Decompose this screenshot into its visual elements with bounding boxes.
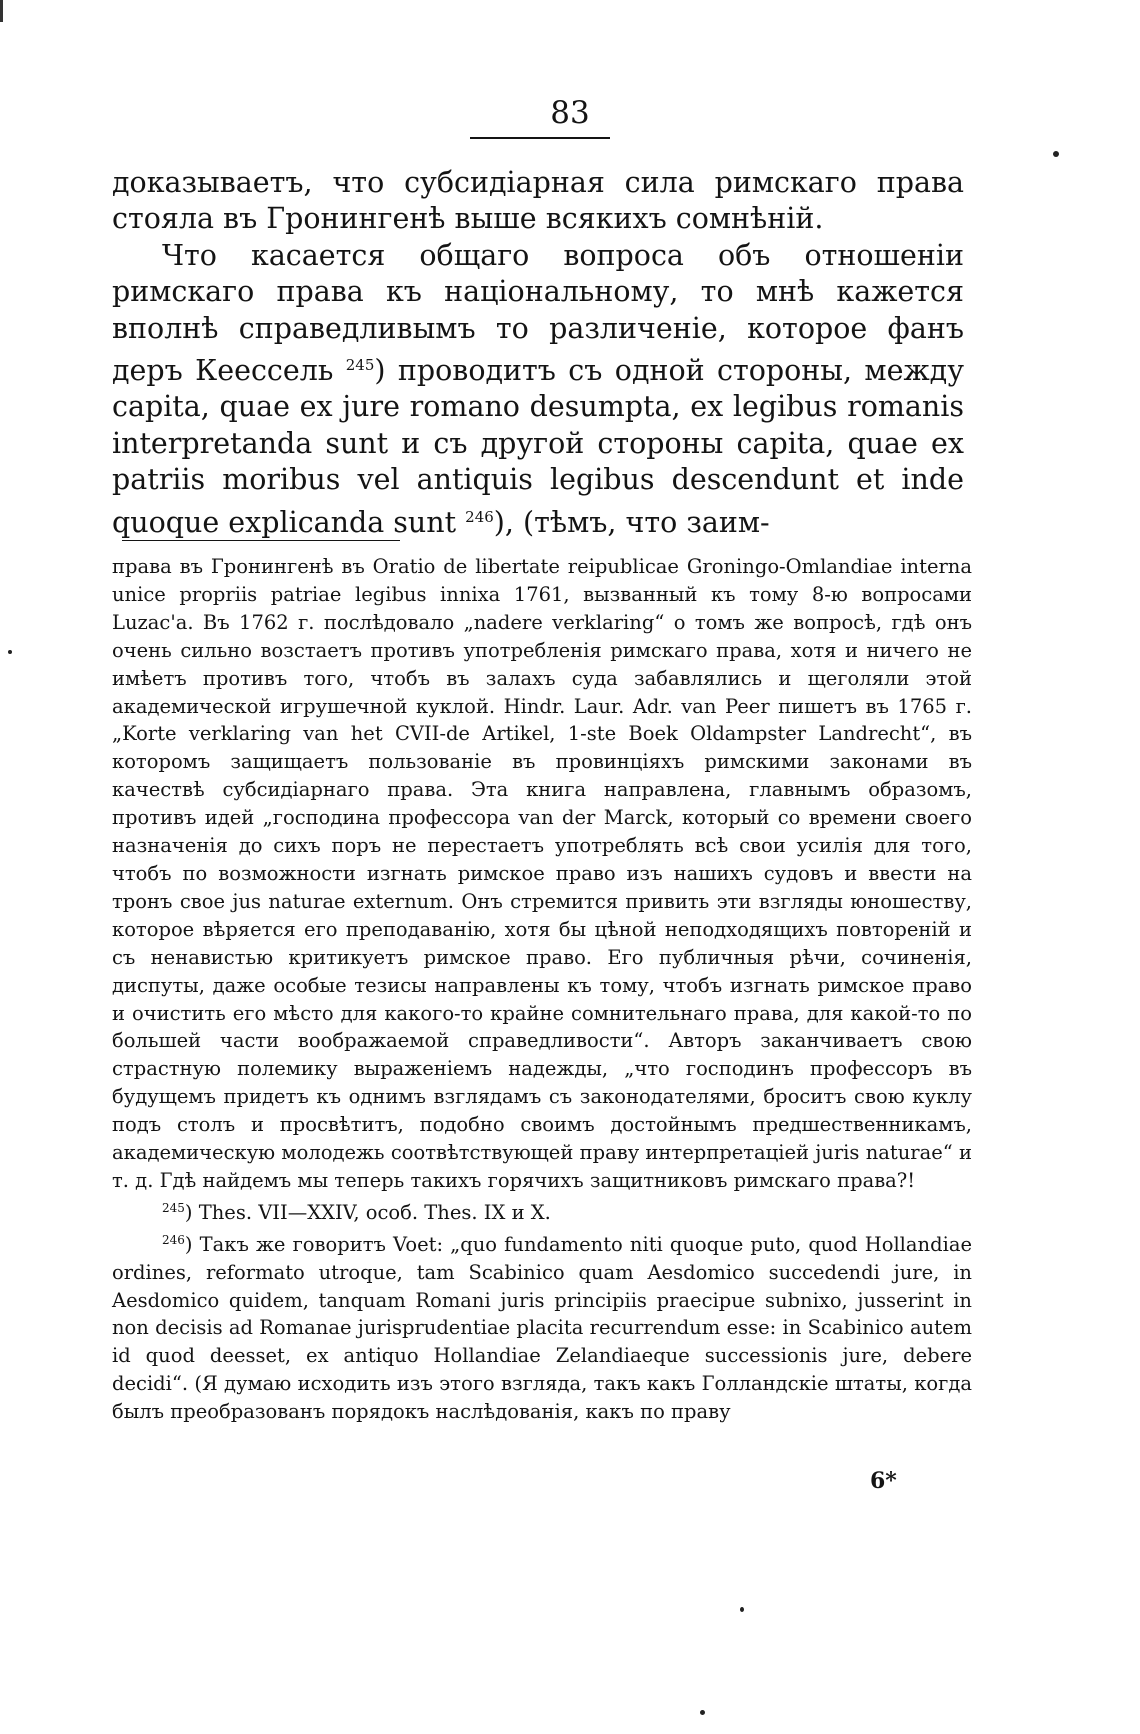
scan-speck	[1053, 151, 1059, 157]
main-paragraph-2	[112, 238, 964, 541]
scan-edge-mark	[0, 0, 3, 22]
footnote-245	[112, 1195, 972, 1227]
footnote-separator	[122, 540, 400, 541]
main-text	[112, 165, 964, 541]
scan-speck	[740, 1607, 744, 1612]
footnote-246	[112, 1227, 972, 1426]
main-paragraph-2-part-b: ) проводитъ съ одной стороны, между capita, quae ex jure romano desumpta, ex legibus romanis interpretanda sunt и съ другой стороны capita, quae ex patriis moribus vel antiquis legibus descendunt et inde quoque explicanda sunt	[112, 354, 964, 539]
footnote-246-mark: 246	[162, 1232, 185, 1247]
footnotes	[112, 553, 972, 1426]
page-number-rule	[470, 137, 610, 139]
main-paragraph-2-part-a: Что касается общаго вопроса объ отношеніи римскаго права къ національному, то мнѣ кажется вполнѣ справедливымъ то различеніе, которое фанъ деръ Кеессель	[112, 238, 964, 388]
note-ref-246: 246	[465, 507, 494, 526]
footnote-246-text: ) Такъ же говоритъ Voet: „quo fundamento niti quoque puto, quod Hollandiae ordines, reformato utroque, tam Scabinico quam Aesdomico succedendi jure, in Aesdomico quidem, tanquam Romani juris principiis praecipue subnixo, jusserint in non decisis ad Romanae jurisprudentiae placita recurrendum esse: in Scabinico autem id quod deesset, ex antiquo Hollandiae Zelandiaeque successionis jure, debere decidi“. (Я думаю исходить изъ этого взгляда, такъ какъ Голландскіе штаты, когда былъ преобразованъ порядокъ наслѣдованія, какъ по праву	[112, 1232, 972, 1424]
page-number: 83	[550, 95, 590, 131]
signature-mark: 6*	[870, 1468, 897, 1494]
main-paragraph-2-part-c: ), (тѣмъ, что заим-	[493, 505, 770, 539]
note-ref-245: 245	[345, 356, 375, 375]
footnote-245-mark: 245	[162, 1200, 185, 1215]
main-paragraph-1: доказываетъ, что субсидіарная сила римскаго права стояла въ Гронингенѣ выше всякихъ сомнѣній.	[112, 166, 964, 236]
footnote-245-text: ) Thes. VII—XXIV, особ. Thes. IX и X.	[184, 1200, 551, 1224]
scan-speck	[700, 1710, 705, 1715]
footnote-continued: права въ Гронингенѣ въ Oratio de libertate reipublicae Groningo-Omlandiae interna unice propriis patriae legibus innixa 1761, вызванный къ тому 8-ю вопросами Luzac'a. Въ 1762 г. послѣдовало „nadere verklaring“ о томъ же вопросѣ, гдѣ онъ очень сильно возстаетъ противъ употребленія римскаго права, хотя и ничего не имѣетъ противъ того, чтобъ въ залахъ суда забавлялись и щеголяли этой академической игрушечной куклой. Hindr. Laur. Adr. van Peer пишетъ въ 1765 г. „Korte verklaring van het CVII-de Artikel, 1-ste Boek Oldampster Landrecht“, въ которомъ защищаетъ пользованіе въ провинціяхъ римскими законами въ качествѣ субсидіарнаго права. Эта книга направлена, главнымъ образомъ, противъ идей „господина профессора van der Marck, который со времени своего назначенія до сихъ поръ не перестаетъ употреблять всѣ свои усилія для того, чтобъ по возможности изгнать римское право изъ нашихъ судовъ и ввести на тронъ свое jus naturae externum. Онъ стремится привить эти взгляды юношеству, которое вѣряется его преподаванію, хотя бы цѣной неподходящихъ повтореній и съ ненавистью критикуетъ римское право. Его публичныя рѣчи, сочиненія, диспуты, даже особые тезисы направлены къ тому, чтобъ изгнать римское право и очистить его мѣсто для какого-то крайне сомнительнаго права, для какой-то по большей части воображаемой справедливости“. Авторъ заканчиваетъ свою страстную полемику выраженіемъ надежды, „что господинъ профессоръ въ будущемъ придетъ къ однимъ взглядамъ съ законодателями, броситъ свою куклу подъ столъ и просвѣтитъ, подобно своимъ достойнымъ предшественникамъ, академическую молодежь соотвѣтствующей праву интерпретаціей juris naturae“ и т. д. Гдѣ найдемъ мы теперь такихъ горячихъ защитниковъ римскаго права?!	[112, 555, 972, 1192]
scan-speck	[8, 650, 12, 654]
